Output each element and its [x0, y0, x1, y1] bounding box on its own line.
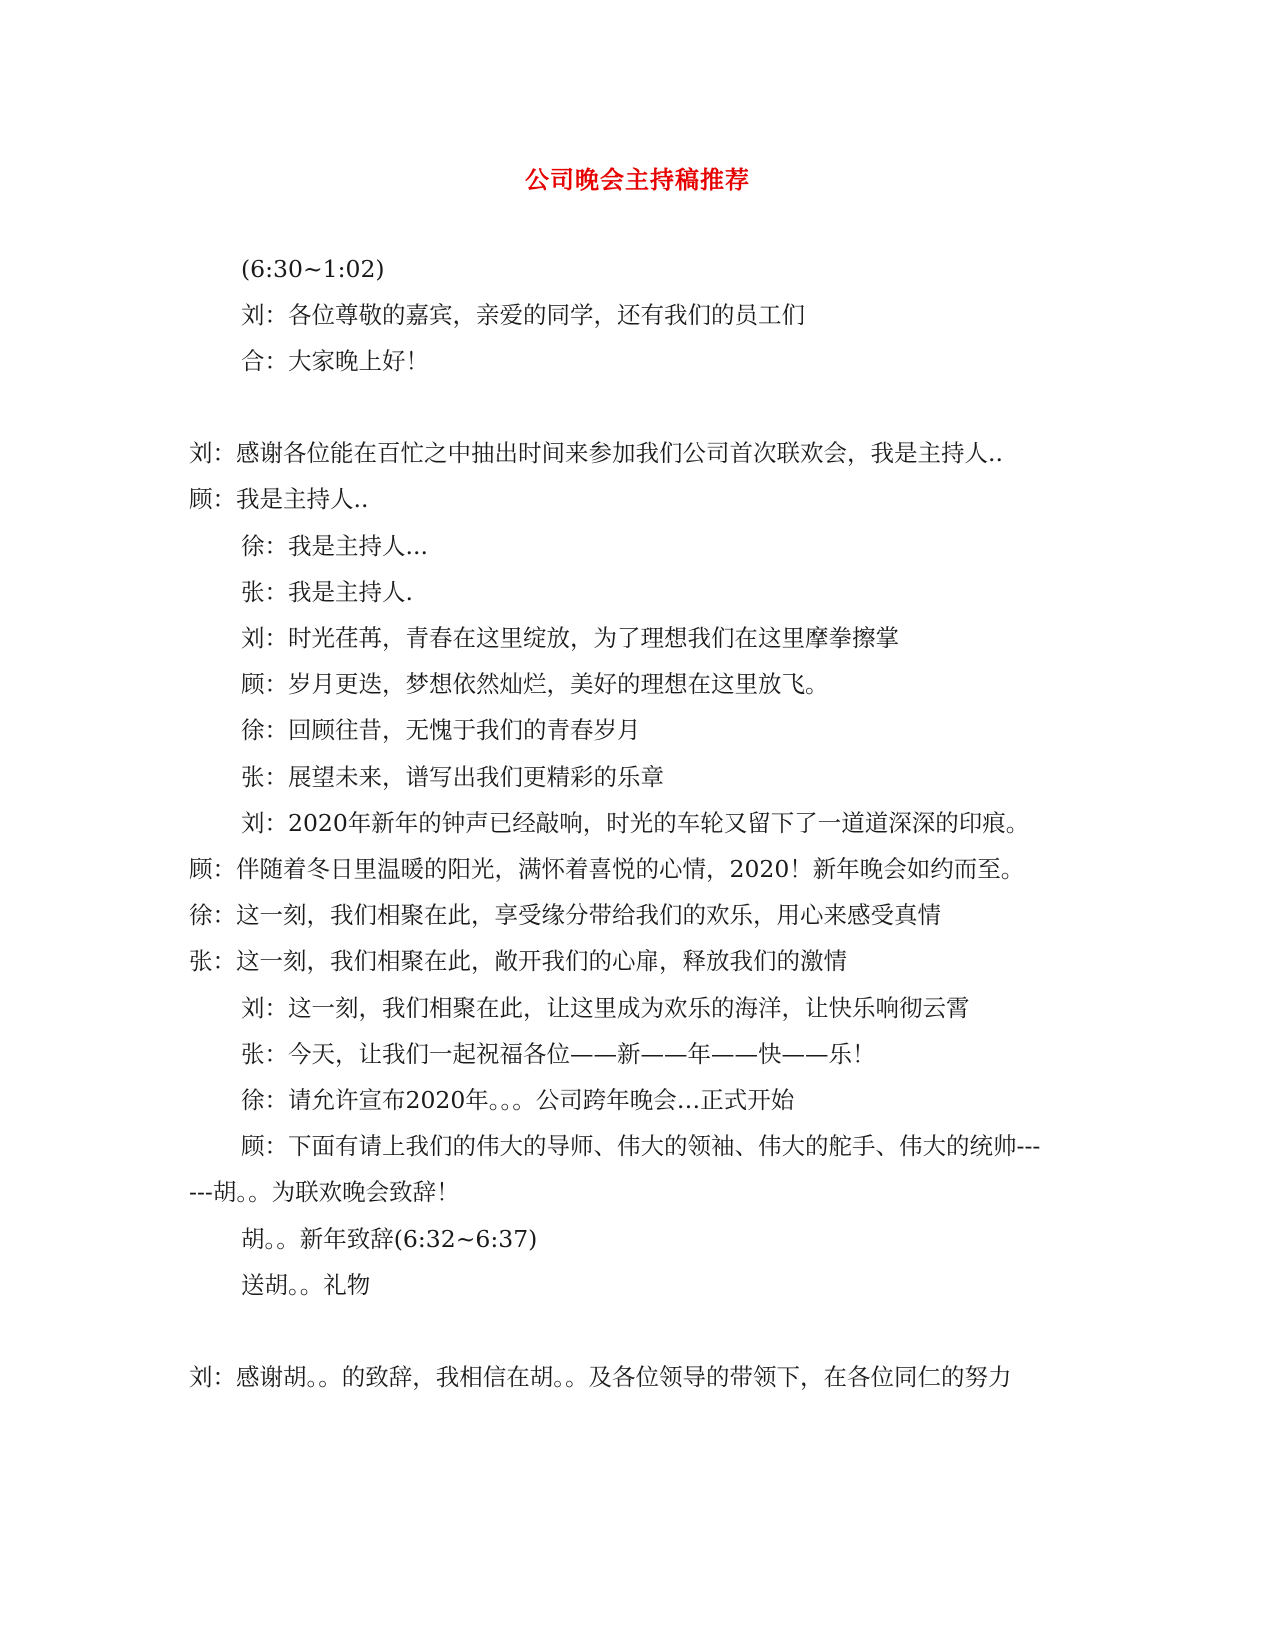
text-line: (6:30~1:02): [241, 255, 385, 283]
document-title: 公司晚会主持稿推荐: [525, 165, 750, 194]
text-line: 徐：这一刻，我们相聚在此，享受缘分带给我们的欢乐，用心来感受真情: [189, 901, 941, 929]
text-line: 张：展望未来，谱写出我们更精彩的乐章: [241, 763, 664, 791]
text-line: 顾：伴随着冬日里温暖的阳光，满怀着喜悦的心情，2020！新年晚会如约而至。: [189, 855, 1025, 883]
text-line: 顾：岁月更迭，梦想依然灿烂，美好的理想在这里放飞。: [241, 670, 829, 698]
text-line: 送胡。。礼物: [241, 1271, 371, 1299]
text-line: 刘：时光荏苒，青春在这里绽放，为了理想我们在这里摩拳擦掌: [241, 624, 899, 652]
text-line: 徐：我是主持人...: [241, 532, 428, 560]
text-line: 顾：我是主持人..: [189, 485, 369, 513]
text-line: 合：大家晚上好！: [241, 347, 429, 375]
text-line: 张：我是主持人.: [241, 578, 413, 606]
text-line: 顾：下面有请上我们的伟大的导师、伟大的领袖、伟大的舵手、伟大的统帅---: [241, 1132, 1041, 1160]
text-line: 刘：感谢各位能在百忙之中抽出时间来参加我们公司首次联欢会，我是主持人..: [189, 439, 1003, 467]
text-line: 张：这一刻，我们相聚在此，敞开我们的心扉，释放我们的激情: [189, 947, 847, 975]
text-line: 刘：2020年新年的钟声已经敲响，时光的车轮又留下了一道道深深的印痕。: [241, 809, 1030, 837]
text-line: 胡。。新年致辞(6:32~6:37): [241, 1225, 538, 1253]
text-line: 徐：回顾往昔，无愧于我们的青春岁月: [241, 716, 641, 744]
text-line: 刘：这一刻，我们相聚在此，让这里成为欢乐的海洋，让快乐响彻云霄: [241, 994, 970, 1022]
text-line: 张：今天，让我们一起祝福各位——新——年——快——乐！: [241, 1040, 876, 1068]
text-line: 刘：感谢胡。。的致辞，我相信在胡。。及各位领导的带领下，在各位同仁的努力: [189, 1363, 1012, 1391]
text-line: ---胡。。为联欢晚会致辞！: [189, 1178, 460, 1206]
text-line: 徐：请允许宣布2020年。。。公司跨年晚会…正式开始: [241, 1086, 795, 1114]
text-line: 刘：各位尊敬的嘉宾，亲爱的同学，还有我们的员工们: [241, 301, 805, 329]
